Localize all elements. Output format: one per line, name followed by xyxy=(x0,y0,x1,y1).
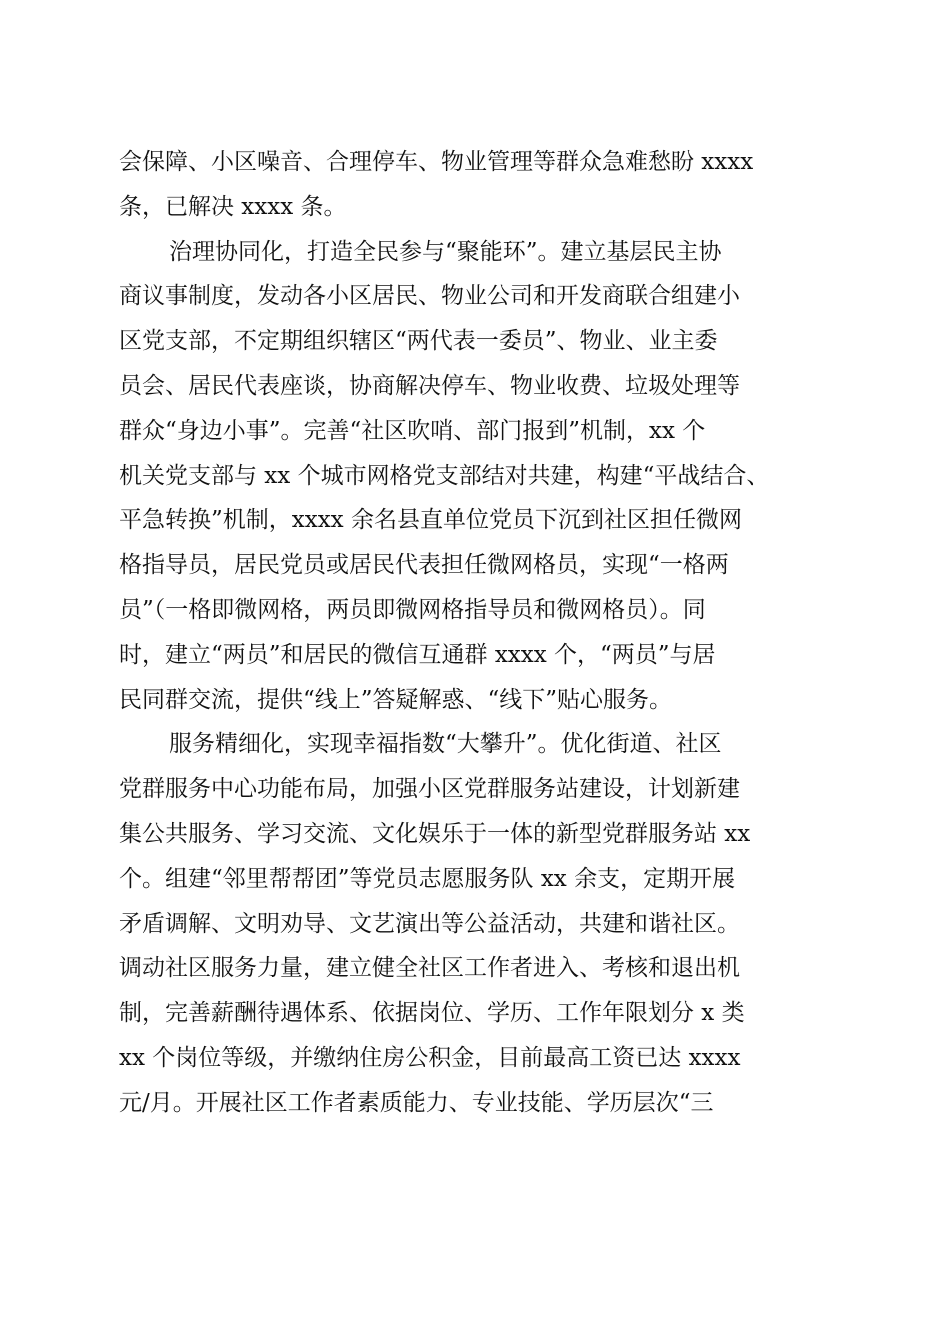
document-body xyxy=(119,140,831,1126)
text-line: 元/月。开展社区工作者素质能力、专业技能、学历层次“三 xyxy=(119,1089,714,1116)
text-line: 时，建立“两员”和居民的微信互通群 xxxx 个，“两员”与居 xyxy=(119,641,716,668)
paragraph-1 xyxy=(119,140,831,230)
paragraph-3 xyxy=(119,722,831,1125)
text-line: 制，完善薪酬待遇体系、依据岗位、学历、工作年限划分 x 类 xyxy=(119,1000,745,1027)
paragraph-2 xyxy=(119,230,831,723)
text-line: 矛盾调解、文明劝导、文艺演出等公益活动，共建和谐社区。 xyxy=(119,910,740,937)
text-line: 党群服务中心功能布局，加强小区党群服务站建设，计划新建 xyxy=(119,776,740,803)
text-line: 格指导员，居民党员或居民代表担任微网格员，实现“一格两 xyxy=(119,552,729,579)
text-line: 平急转换”机制，xxxx 余名县直单位党员下沉到社区担任微网 xyxy=(119,507,742,534)
text-line: 服务精细化，实现幸福指数“大攀升”。优化街道、社区 xyxy=(169,731,722,758)
text-line: 群众“身边小事”。完善“社区吹哨、部门报到”机制，xx 个 xyxy=(119,417,706,444)
text-line: 个。组建“邻里帮帮团”等党员志愿服务队 xx 余支，定期开展 xyxy=(119,865,736,892)
text-line: 员会、居民代表座谈，协商解决停车、物业收费、垃圾处理等 xyxy=(119,372,740,399)
text-line: 机关党支部与 xx 个城市网格党支部结对共建，构建“平战结合、 xyxy=(119,462,770,489)
text-line: 商议事制度，发动各小区居民、物业公司和开发商联合组建小 xyxy=(119,283,740,310)
text-line: 调动社区服务力量，建立健全社区工作者进入、考核和退出机 xyxy=(119,955,740,982)
text-line: xx 个岗位等级，并缴纳住房公积金，目前最高工资已达 xxxx xyxy=(119,1044,741,1071)
text-line: 治理协同化，打造全民参与“聚能环”。建立基层民主协 xyxy=(169,238,722,265)
text-line: 员”（一格即微网格，两员即微网格指导员和微网格员）。同 xyxy=(119,596,706,623)
text-line: 条，已解决 xxxx 条。 xyxy=(119,193,347,220)
text-line: 区党支部，不定期组织辖区“两代表一委员”、物业、业主委 xyxy=(119,328,718,355)
text-line: 会保障、小区噪音、合理停车、物业管理等群众急难愁盼 xxxx xyxy=(119,149,754,175)
text-line: 民同群交流，提供“线上”答疑解惑、“线下”贴心服务。 xyxy=(119,686,673,713)
text-line: 集公共服务、学习交流、文化娱乐于一体的新型党群服务站 xx xyxy=(119,820,751,847)
